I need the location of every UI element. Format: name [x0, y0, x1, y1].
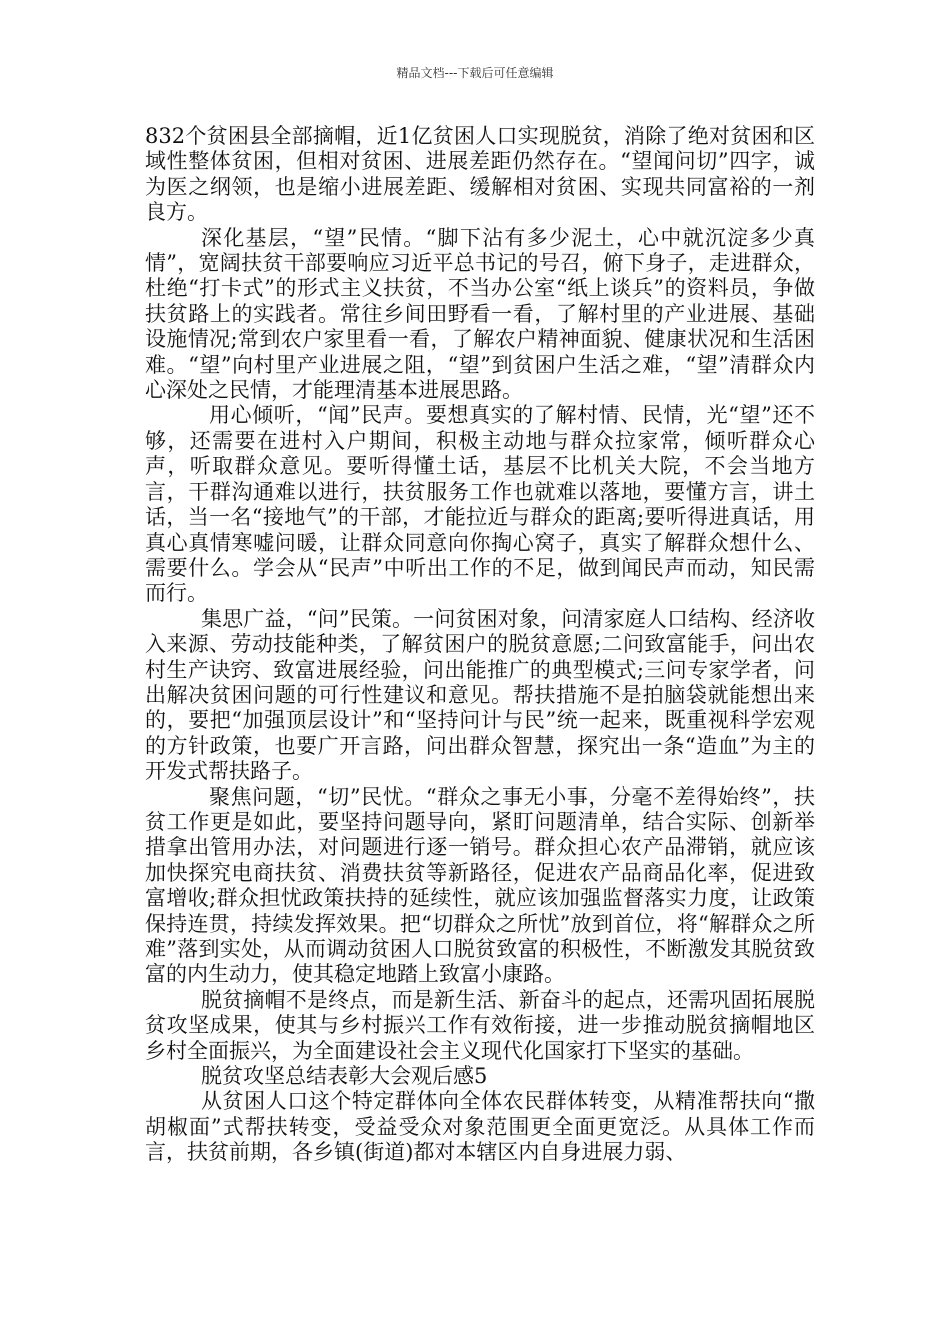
paragraph-wen-ask: 集思广益，“问”民策。一问贫困对象，问清家庭人口结构、经济收入来源、劳动技能种类，了解贫困户的脱贫意愿;二问致富能手，问出农村生产诀窍、致富进展经验，问出能推广的典型模式;三问专家学者，问出解决贫困问题的可行性建议和意见。帮扶措施不是拍脑袋就能想出来的，要把“加强顶层设计”和“坚持问计与民”统一起来，既重视科学宏观的方针政策，也要广开言路，问出群众智慧，探究出一条“造血”为主的开发式帮扶路子。 [145, 606, 815, 784]
paragraph-intro: 832个贫困县全部摘帽，近1亿贫困人口实现脱贫，消除了绝对贫困和区域性整体贫困，但相对贫困、进展差距仍然存在。“望闻问切”四字，诚为医之纲领，也是缩小进展差距、缓解相对贫困、实现共同富裕的一剂良方。 [145, 124, 815, 225]
paragraph-wen: 用心倾听，“闻”民声。要想真实的了解村情、民情，光“望”还不够，还需要在进村入户期间，积极主动地与群众拉家常，倾听群众心声，听取群众意见。要听得懂土话，基层不比机关大院，不会当地方言，干群沟通难以进行，扶贫服务工作也就难以落地，要懂方言，讲土话，当一名“接地气”的干部，才能拉近与群众的距离;要听得进真话，用真心真情寒嘘问暖，让群众同意向你掏心窝子，真实了解群众想什么、需要什么。学会从“民声”中听出工作的不足，做到闻民声而动，知民需而行。 [145, 403, 815, 606]
paragraph-qie: 聚焦问题，“切”民忧。“群众之事无小事，分毫不差得始终”，扶贫工作更是如此，要坚持问题导向，紧盯问题清单，结合实际、创新举措拿出管用办法，对问题进行逐一销号。群众担心农产品滞销，就应该加快探究电商扶贫、消费扶贫等新路径，促进农产品商品化率，促进致富增收;群众担忧政策扶持的延续性，就应该加强监督落实力度，让政策保持连贯，持续发挥效果。把“切群众之所忧”放到首位，将“解群众之所难”落到实处，从而调动贫困人口脱贫致富的积极性，不断激发其脱贫致富的内生动力，使其稳定地踏上致富小康路。 [145, 784, 815, 987]
paragraph-wang: 深化基层，“望”民情。“脚下沾有多少泥土，心中就沉淀多少真情”，宽阔扶贫干部要响应习近平总书记的号召，俯下身子，走进群众，杜绝“打卡式”的形式主义扶贫，不当办公室“纸上谈兵”的资料员，争做扶贫路上的实践者。常往乡间田野看一看，了解村里的产业进展、基础设施情况;常到农户家里看一看，了解农户精神面貌、健康状况和生活困难。“望”向村里产业进展之阻，“望”到贫困户生活之难，“望”清群众内心深处之民情，才能理清基本进展思路。 [145, 225, 815, 403]
document-body [145, 124, 815, 1166]
page-header: 精品文档---下载后可任意编辑 [396, 66, 554, 80]
paragraph-conclusion: 脱贫摘帽不是终点，而是新生活、新奋斗的起点，还需巩固拓展脱贫攻坚成果，使其与乡村振兴工作有效衔接，进一步推动脱贫摘帽地区乡村全面振兴，为全面建设社会主义现代化国家打下坚实的基础。 [145, 987, 815, 1063]
section-heading: 脱贫攻坚总结表彰大会观后感5 [201, 1064, 488, 1089]
paragraph-section-5: 从贫困人口这个特定群体向全体农民群体转变，从精准帮扶向“撒胡椒面”式帮扶转变，受益受众对象范围更全面更宽泛。从具体工作而言，扶贫前期，各乡镇(街道)都对本辖区内自身进展力弱、 [145, 1089, 815, 1165]
